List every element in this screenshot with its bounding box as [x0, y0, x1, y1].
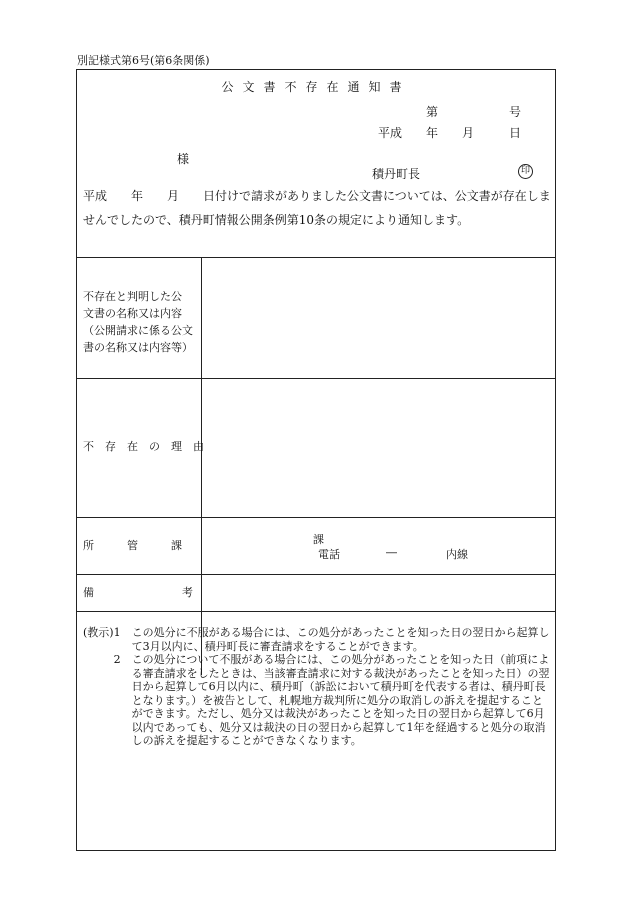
divider-row2: [77, 517, 555, 518]
department-suffix: 課: [313, 533, 324, 546]
remarks-value-field[interactable]: [202, 575, 555, 611]
reason-value-field[interactable]: [202, 379, 555, 517]
date-day: 日: [509, 126, 522, 140]
note-number: 1: [113, 626, 121, 639]
remarks-label: 備 考: [83, 586, 193, 599]
issuer-name: 積丹町長: [372, 167, 421, 181]
instruction-notes: [83, 626, 553, 748]
date-year: 年: [426, 126, 439, 140]
phone-label: 電話: [318, 548, 340, 561]
form-title: 公文書不存在通知書: [221, 80, 411, 94]
note-item-2: [83, 653, 553, 748]
note-item-1: [83, 626, 553, 653]
document-label: 不存在と判明した公 文書の名称又は内容 （公開請求に係る公文 書の名称又は内容等）: [83, 290, 193, 354]
reason-label: 不 存 在 の 理 由: [83, 440, 204, 453]
body-line-1: 平成 年 月 日付けで請求がありました公文書については、公文書が存在しま: [83, 189, 551, 203]
extension-label: 内線: [446, 548, 468, 561]
note-text: この処分に不服がある場合には、この処分があったことを知った日の翌日から起算して3月以内に、積丹町長に審査請求をすることができます。: [131, 626, 550, 653]
recipient-suffix: 様: [177, 152, 190, 166]
document-value-field[interactable]: [202, 258, 555, 378]
notes-lead: (教示): [83, 626, 114, 639]
divider-row4: [77, 611, 555, 612]
note-text: この処分について不服がある場合には、この処分があったことを知った日（前項による審査請求をしたときは、当該審査請求に対する裁決があったことを知った日）の翌日から起算して6月以内に、積丹町（訴訟において積丹町を代表する者は、積丹町長となります。）を被告として、札幌地方裁判所に処分の取消しの訴えを提起することができます。ただし、処分又は裁決があったことを知った日の翌日から起算して6月以内であっても、処分又は裁決の日の翌日から起算して1年を経過すると処分の取消しの訴えを提起することができなくなります。: [131, 653, 550, 747]
seal-icon: 印: [518, 164, 533, 179]
phone-dash: ―: [386, 546, 397, 559]
body-line-2: せんでしたので、積丹町情報公開条例第10条の規定により通知します。: [83, 213, 470, 227]
date-era: 平成: [378, 126, 403, 140]
number-suffix: 号: [509, 105, 522, 119]
department-label: 所 管 課: [83, 539, 182, 552]
form-code: 別記様式第6号(第6条関係): [77, 54, 210, 67]
number-prefix: 第: [426, 105, 439, 119]
notice-form: [76, 69, 556, 851]
date-month: 月: [462, 126, 475, 140]
note-number: 2: [113, 653, 121, 666]
